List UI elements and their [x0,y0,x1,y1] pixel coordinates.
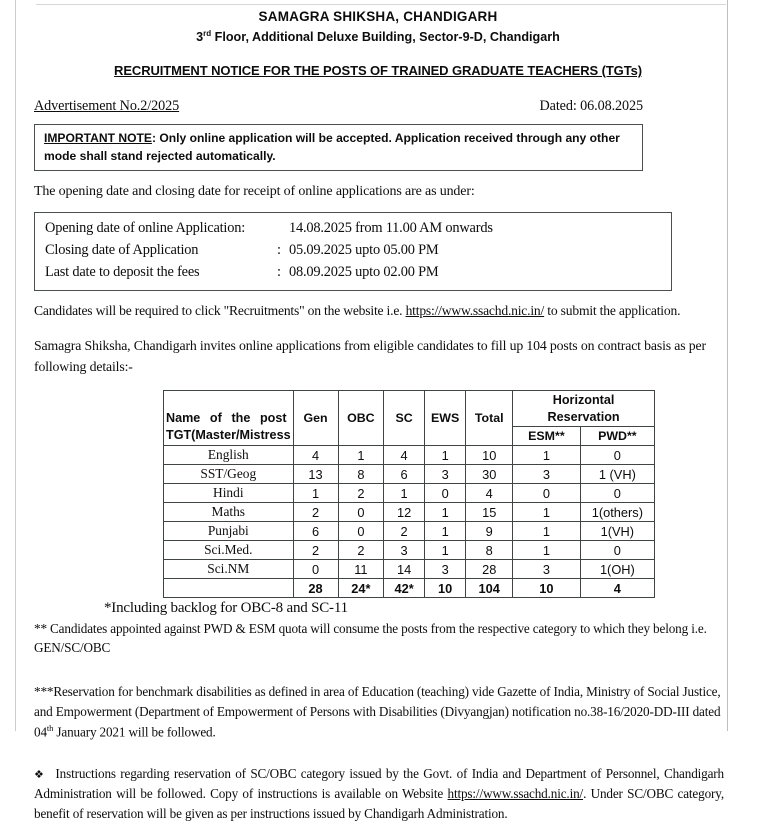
table-row [164,522,655,541]
cell-esm: 1 [513,522,581,541]
date-label: Last date to deposit the fees [45,264,200,281]
table-row [164,560,655,579]
cell-gen: 2 [293,503,338,522]
date-label: Opening date of online Application: [45,220,246,237]
cell-gen: 13 [293,465,338,484]
cell-post-name: Sci.NM [164,560,294,579]
cell-total-obc: 24* [338,579,384,598]
date-value: 14.08.2025 from 11.00 AM onwards [289,220,493,237]
cell-gen: 1 [293,484,338,503]
cell-obc: 2 [338,541,384,560]
cell-sc: 12 [384,503,425,522]
cell-ews: 3 [424,560,465,579]
table-row [164,503,655,522]
date-separator: : [277,264,281,281]
column-header-ews: EWS [424,391,465,446]
cell-post-name: Sci.Med. [164,541,294,560]
cell-gen: 4 [293,446,338,465]
cell-total: 15 [466,503,513,522]
table-row [164,484,655,503]
column-header-esm: ESM** [513,427,581,446]
cell-total-total: 104 [466,579,513,598]
diamond-bullet-icon: ❖ [34,768,45,782]
date-value: 08.09.2025 upto 02.00 PM [289,264,439,281]
cell-total-pwd: 4 [580,579,654,598]
column-header-pwd: PWD** [580,427,654,446]
cell-obc: 8 [338,465,384,484]
cell-obc: 0 [338,522,384,541]
address-floor-number: 3 [196,30,204,45]
cell-total: 4 [466,484,513,503]
cell-sc: 14 [384,560,425,579]
website-instruction-after: to submit the application. [544,303,681,319]
cell-obc: 0 [338,503,384,522]
cell-obc: 2 [338,484,384,503]
important-note-body: : Only online application will be accepted. Application received through any other mode shall stand rejected automatically. [44,130,620,163]
footnote-instructions-after: . Under SC/OBC category, benefit of reservation will be given as per instructions issued by Chandigarh Administration. [34,786,724,821]
table-header-row-1 [164,391,655,427]
cell-post-name: Punjabi [164,522,294,541]
cell-esm: 1 [513,446,581,465]
footnote-instructions-bullet [34,764,724,823]
cell-pwd: 1(OH) [580,560,654,579]
cell-ews: 1 [424,446,465,465]
website-instruction-paragraph [34,303,722,319]
cell-esm: 3 [513,465,581,484]
date-row [35,218,671,240]
cell-ews: 0 [424,484,465,503]
column-header-total: Total [466,391,513,446]
table-row [164,465,655,484]
cell-total-esm: 10 [513,579,581,598]
cell-pwd: 1(VH) [580,522,654,541]
cell-total: 28 [466,560,513,579]
notice-meta-row [30,98,726,115]
cell-ews: 1 [424,522,465,541]
column-header-post-name-line1: Name of the post [166,411,287,426]
post-distribution-table-wrapper [163,390,726,598]
address-ordinal-suffix: rd [203,28,212,38]
cell-sc: 1 [384,484,425,503]
cell-post-name: Hindi [164,484,294,503]
cell-total: 9 [466,522,513,541]
cell-total-ews: 10 [424,579,465,598]
table-row [164,446,655,465]
column-header-horizontal-reservation: Horizontal Reservation [513,391,655,427]
key-dates-box [34,212,672,291]
cell-total: 30 [466,465,513,484]
page-title: RECRUITMENT NOTICE FOR THE POSTS OF TRAINED GRADUATE TEACHERS (TGTs) [114,62,642,78]
cell-esm: 0 [513,484,581,503]
important-note-label: IMPORTANT NOTE [44,130,152,145]
date-separator [277,218,289,240]
cell-ews: 1 [424,503,465,522]
table-totals-row [164,579,655,598]
date-row [35,240,671,262]
column-header-gen: Gen [293,391,338,446]
cell-pwd: 0 [580,484,654,503]
cell-esm: 1 [513,503,581,522]
cell-total: 8 [466,541,513,560]
important-note-box [34,124,643,171]
cell-sc: 3 [384,541,425,560]
table-row [164,541,655,560]
ssachd-website-link[interactable]: https://www.ssachd.nic.in/ [405,303,545,319]
column-header-sc: SC [384,391,425,446]
cell-sc: 2 [384,522,425,541]
cell-pwd: 1 (VH) [580,465,654,484]
column-header-post-name-line2: TGT(Master/Mistress [166,428,291,443]
footnote-backlog: *Including backlog for OBC-8 and SC-11 [104,600,348,617]
cell-pwd: 0 [580,446,654,465]
cell-ews: 3 [424,465,465,484]
cell-gen: 6 [293,522,338,541]
cell-gen: 0 [293,560,338,579]
cell-post-name: English [164,446,294,465]
cell-obc: 11 [338,560,384,579]
cell-total-gen: 28 [293,579,338,598]
opening-closing-intro: The opening date and closing date for receipt of online applications are as under: [34,184,475,200]
footnote-double-star: ** Candidates appointed against PWD & ESM quota will consume the posts from the respective category to which they belong i.e. GEN/SC/OBC [34,621,707,656]
cell-obc: 1 [338,446,384,465]
column-header-post-name [164,391,294,446]
advertisement-number: Advertisement No.2/2025 [34,97,180,114]
cell-pwd: 1(others) [580,503,654,522]
cell-post-name: SST/Geog [164,465,294,484]
footnote-triple-star [34,682,722,742]
cell-sc: 4 [384,446,425,465]
cell-post-name: Maths [164,503,294,522]
cell-totals-label [164,579,294,598]
invitation-paragraph: Samagra Shiksha, Chandigarh invites online applications from eligible candidates to fill up 104 posts on contract basis as per following details:- [34,338,706,374]
cell-total: 10 [466,446,513,465]
organization-name: SAMAGRA SHIKSHA, CHANDIGARH [258,9,498,24]
address-rest: Floor, Additional Deluxe Building, Sector-9-D, Chandigarh [211,30,560,45]
cell-total-sc: 42* [384,579,425,598]
cell-ews: 1 [424,541,465,560]
website-instruction-before: Candidates will be required to click "Recruitments" on the website i.e. [34,303,406,319]
cell-pwd: 0 [580,541,654,560]
ssachd-website-link-secondary[interactable]: https://www.ssachd.nic.in/ [447,786,584,801]
footnote-date-ordinal-suffix: th [46,723,54,734]
post-distribution-table [163,390,655,598]
column-header-obc: OBC [338,391,384,446]
cell-sc: 6 [384,465,425,484]
cell-esm: 1 [513,541,581,560]
footnote-instructions-before: Instructions regarding reservation of SC/OBC category issued by the Govt. of India and Department of Personnel, Chandigarh Administration will be followed. Copy of instructions is available on Website [34,766,724,801]
cell-gen: 2 [293,541,338,560]
organization-address [30,29,726,46]
date-value: 05.09.2025 upto 05.00 PM [289,242,439,259]
date-separator: : [277,242,281,259]
footnote-triple-star-part1: ***Reservation for benchmark disabilities as defined in area of Education (teaching) vide Gazette of India, Ministry of Social Justice, and Empowerment (Department of Empowerment of Persons with Disabilities (Divyangjan) notification no.38-16/2020-DD-III dated 04 [34,684,721,740]
footnote-triple-star-part2: January 2021 will be followed. [53,724,216,740]
cell-esm: 3 [513,560,581,579]
date-label: Closing date of Application [45,242,199,259]
notice-date: Dated: 06.08.2025 [539,97,643,114]
date-row [35,262,671,284]
